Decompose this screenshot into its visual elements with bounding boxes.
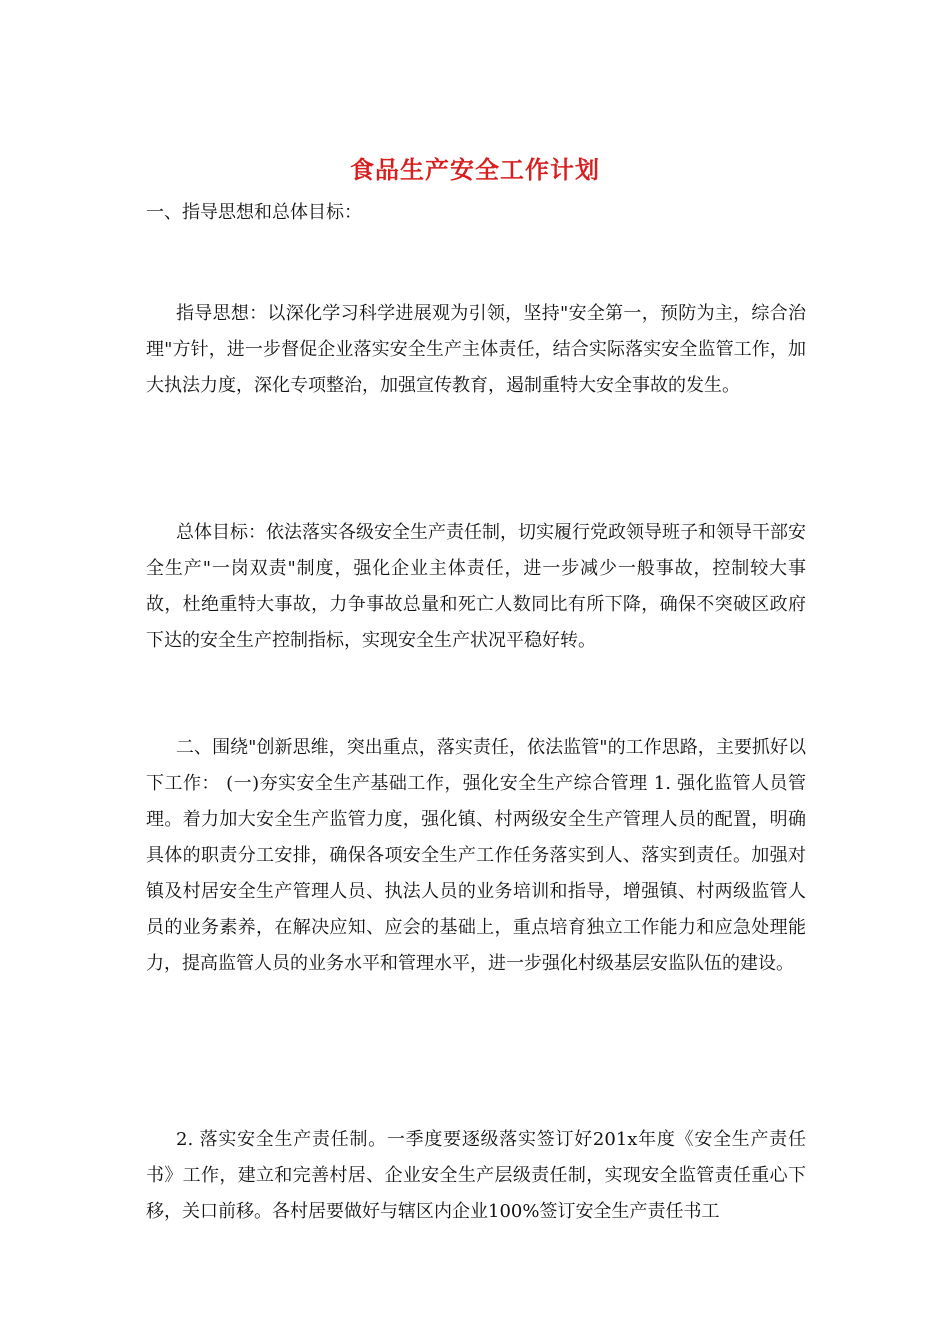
section-heading: 一、指导思想和总体目标： bbox=[146, 202, 362, 223]
paragraph-guiding-ideology: 指导思想：以深化学习科学进展观为引领，坚持"安全第一，预防为主，综合治理"方针，进一步督促企业落实安全生产主体责任，结合实际落实安全监管工作，加大执法力度，深化专项整治，加强宣传教育，遏制重特大安全事故的发生。 bbox=[146, 303, 806, 396]
document-title: 食品生产安全工作计划 bbox=[350, 155, 600, 184]
paragraph-section-two: 二、围绕"创新思维，突出重点，落实责任，依法监管"的工作思路，主要抓好以下工作： (一)夯实安全生产基础工作，强化安全生产综合管理 1. 强化监管人员管理。着力加大安全生产监管力度，强化镇、村两级安全生产管理人员的配置，明确具体的职责分工安排，确保各项安全生产工作任务落实到人、落实到责任。加强对镇及村居安全生产管理人员、执法人员的业务培训和指导，增强镇、村两级监管人员的业务素养，在解决应知、应会的基础上，重点培育独立工作能力和应急处理能力，提高监管人员的业务水平和管理水平，进一步强化村级基层安监队伍的建设。 bbox=[146, 737, 806, 974]
paragraph-responsibility: 2. 落实安全生产责任制。一季度要逐级落实签订好201x年度《安全生产责任书》工作，建立和完善村居、企业安全生产层级责任制，实现安全监管责任重心下移，关口前移。各村居要做好与辖区内企业100%签订安全生产责任书工 bbox=[146, 1129, 806, 1222]
paragraph-overall-goal: 总体目标：依法落实各级安全生产责任制，切实履行党政领导班子和领导干部安全生产"一岗双责"制度，强化企业主体责任，进一步减少一般事故，控制较大事故，杜绝重特大事故，力争事故总量和死亡人数同比有所下降，确保不突破区政府下达的安全生产控制指标，实现安全生产状况平稳好转。 bbox=[146, 522, 806, 651]
